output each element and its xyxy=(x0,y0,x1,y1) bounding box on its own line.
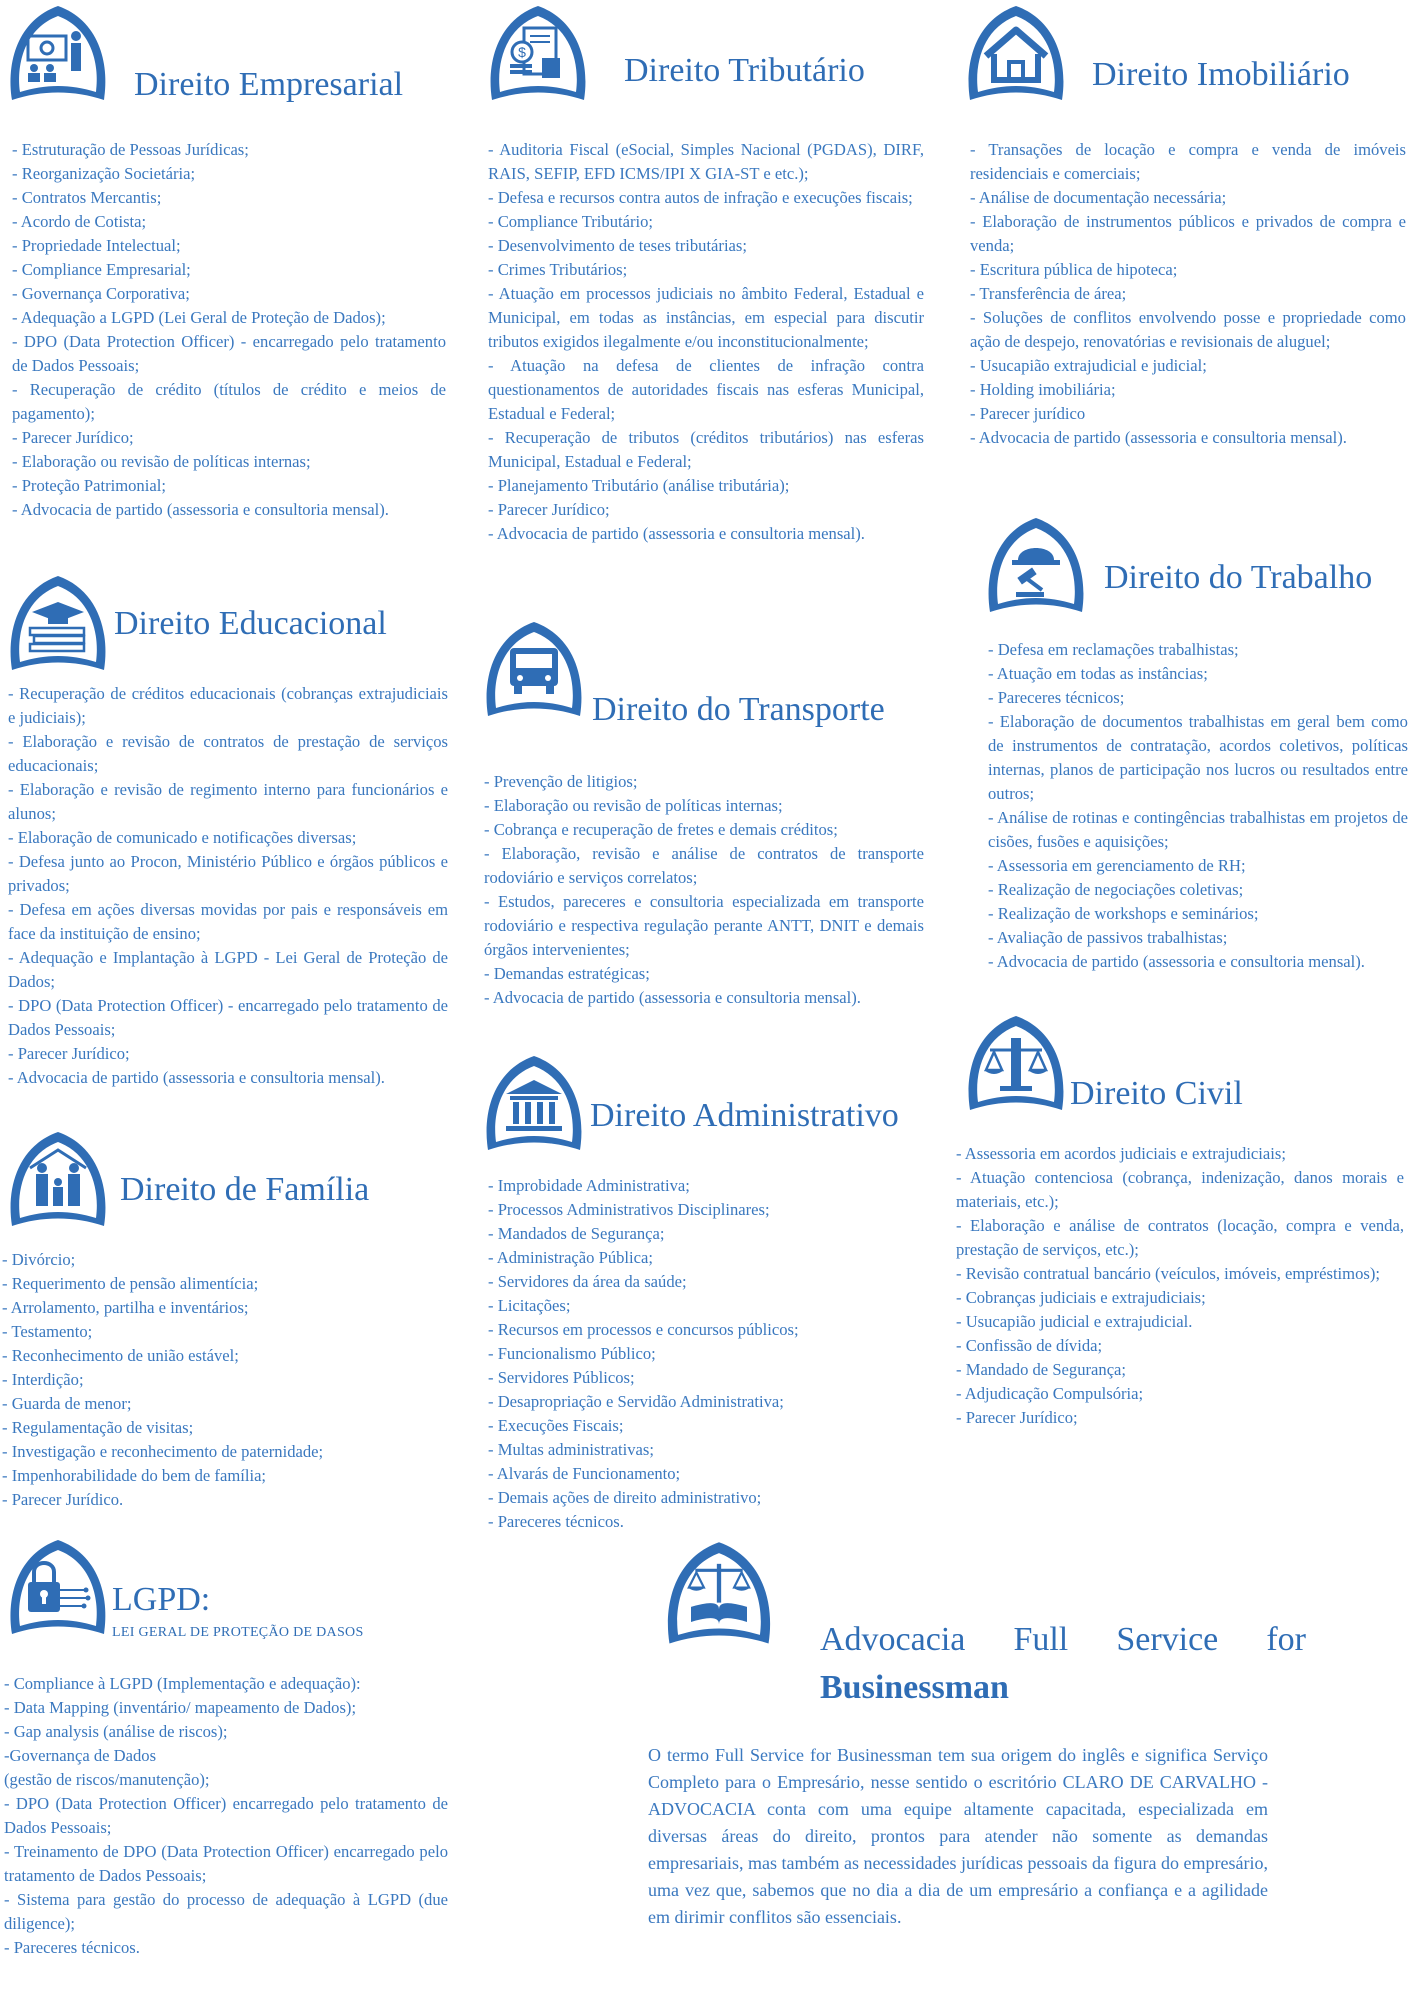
educacional-list-item: - Defesa em ações diversas movidas por pais e responsáveis em face da instituição de ensino; xyxy=(8,898,448,946)
administrativo-list-item: - Multas administrativas; xyxy=(488,1438,928,1462)
tributario-emblem xyxy=(484,2,592,106)
graduation-books-icon xyxy=(4,572,112,676)
lgpd-list-item: - Treinamento de DPO (Data Protection Officer) encarregado pelo tratamento de Dados Pessoais; xyxy=(4,1840,448,1888)
imobiliario-list-item: - Transferência de área; xyxy=(970,282,1406,306)
imobiliario-list-item: - Holding imobiliária; xyxy=(970,378,1406,402)
trabalho-list-item: - Pareceres técnicos; xyxy=(988,686,1408,710)
scale-book-icon xyxy=(660,1538,778,1650)
lgpd-emblem xyxy=(4,1536,112,1640)
empresarial-list-item: - Advocacia de partido (assessoria e consultoria mensal). xyxy=(12,498,446,522)
educacional-list-item: - Defesa junto ao Procon, Ministério Público e órgãos públicos e privados; xyxy=(8,850,448,898)
tributario-list-item: - Planejamento Tributário (análise tributária); xyxy=(488,474,924,498)
lgpd-subtitle: LEI GERAL DE PROTEÇÃO DE DASOS xyxy=(112,1625,364,1640)
imobiliario-list-item: - Parecer jurídico xyxy=(970,402,1406,426)
familia-list-item: - Guarda de menor; xyxy=(2,1392,442,1416)
transporte-title: Direito do Transporte xyxy=(592,691,885,728)
civil-list-item: - Adjudicação Compulsória; xyxy=(956,1382,1404,1406)
educacional-list-item: - DPO (Data Protection Officer) - encarregado pelo tratamento de Dados Pessoais; xyxy=(8,994,448,1042)
lgpd-title: LGPD: xyxy=(112,1581,211,1618)
educacional-list-item: - Recuperação de créditos educacionais (cobranças extrajudiciais e judiciais); xyxy=(8,682,448,730)
courthouse-icon xyxy=(480,1052,588,1156)
civil-list-item: - Elaboração e análise de contratos (locação, compra e venda, prestação de serviços, etc.); xyxy=(956,1214,1404,1262)
lgpd-list xyxy=(4,1672,448,1960)
tributario-title: Direito Tributário xyxy=(624,52,865,89)
lgpd-list-item: - Compliance à LGPD (Implementação e adequação): xyxy=(4,1672,448,1696)
tributario-list xyxy=(488,138,924,546)
imobiliario-list-item: - Elaboração de instrumentos públicos e privados de compra e venda; xyxy=(970,210,1406,258)
transporte-list-item: - Estudos, pareceres e consultoria especializada em transporte rodoviário e respectiva regulação perante ANTT, DNIT e demais órgãos intervenientes; xyxy=(484,890,924,962)
administrativo-list-item: - Mandados de Segurança; xyxy=(488,1222,928,1246)
trabalho-list-item: - Avaliação de passivos trabalhistas; xyxy=(988,926,1408,950)
justice-scale-icon xyxy=(962,1012,1070,1116)
lgpd-list-item: - DPO (Data Protection Officer) encarregado pelo tratamento de Dados Pessoais; xyxy=(4,1792,448,1840)
presentation-teacher-icon xyxy=(4,2,112,106)
administrativo-list xyxy=(488,1174,928,1534)
trabalho-emblem xyxy=(982,514,1090,618)
civil-list-item: - Confissão de dívida; xyxy=(956,1334,1404,1358)
tributario-list-item: - Atuação em processos judiciais no âmbito Federal, Estadual e Municipal, em todas as instâncias, em especial para discutir tributos exigidos ilegalmente e/ou inconstitucionalmente; xyxy=(488,282,924,354)
tributario-list-item: - Atuação na defesa de clientes de infração contra questionamentos de autoridades fiscais nas esferas Municipal, Estadual e Federal; xyxy=(488,354,924,426)
civil-list xyxy=(956,1142,1404,1430)
administrativo-list-item: - Licitações; xyxy=(488,1294,928,1318)
tributario-list-item: - Auditoria Fiscal (eSocial, Simples Nacional (PGDAS), DIRF, RAIS, SEFIP, EFD ICMS/IPI X GIA-ST e etc.); xyxy=(488,138,924,186)
administrativo-list-item: - Servidores Públicos; xyxy=(488,1366,928,1390)
empresarial-emblem xyxy=(4,2,112,106)
civil-title: Direito Civil xyxy=(1070,1075,1243,1112)
trabalho-list-item: - Assessoria em gerenciamento de RH; xyxy=(988,854,1408,878)
transporte-list-item: - Advocacia de partido (assessoria e consultoria mensal). xyxy=(484,986,924,1010)
house-icon xyxy=(962,2,1070,106)
empresarial-list-item: - Proteção Patrimonial; xyxy=(12,474,446,498)
empresarial-list-item: - Propriedade Intelectual; xyxy=(12,234,446,258)
civil-list-item: - Mandado de Segurança; xyxy=(956,1358,1404,1382)
familia-list-item: - Investigação e reconhecimento de paternidade; xyxy=(2,1440,442,1464)
civil-emblem xyxy=(962,1012,1070,1116)
trabalho-title: Direito do Trabalho xyxy=(1104,559,1373,596)
empresarial-title: Direito Empresarial xyxy=(134,66,404,103)
civil-list-item: - Usucapião judicial e extrajudicial. xyxy=(956,1310,1404,1334)
administrativo-list-item: - Demais ações de direito administrativo; xyxy=(488,1486,928,1510)
lgpd-list-item: - Data Mapping (inventário/ mapeamento de Dados); xyxy=(4,1696,448,1720)
lgpd-list-item: - Gap analysis (análise de riscos); xyxy=(4,1720,448,1744)
trabalho-list-item: - Advocacia de partido (assessoria e consultoria mensal). xyxy=(988,950,1408,974)
fullservice-emblem xyxy=(660,1538,778,1650)
familia-list-item: - Requerimento de pensão alimentícia; xyxy=(2,1272,442,1296)
svg-text:$: $ xyxy=(518,44,526,60)
family-icon xyxy=(4,1128,112,1232)
civil-list-item: - Revisão contratual bancário (veículos, imóveis, empréstimos); xyxy=(956,1262,1404,1286)
trabalho-list-item: - Defesa em reclamações trabalhistas; xyxy=(988,638,1408,662)
hardhat-gavel-icon xyxy=(982,514,1090,618)
administrativo-list-item: - Processos Administrativos Disciplinares; xyxy=(488,1198,928,1222)
familia-list-item: - Impenhorabilidade do bem de família; xyxy=(2,1464,442,1488)
administrativo-list-item: - Recursos em processos e concursos públicos; xyxy=(488,1318,928,1342)
educacional-list-item: - Elaboração de comunicado e notificações diversas; xyxy=(8,826,448,850)
familia-list xyxy=(2,1248,442,1512)
administrativo-list-item: - Execuções Fiscais; xyxy=(488,1414,928,1438)
trabalho-list-item: - Atuação em todas as instâncias; xyxy=(988,662,1408,686)
empresarial-list-item: - Adequação a LGPD (Lei Geral de Proteção de Dados); xyxy=(12,306,446,330)
familia-list-item: - Parecer Jurídico. xyxy=(2,1488,442,1512)
trabalho-list-item: - Realização de workshops e seminários; xyxy=(988,902,1408,926)
trabalho-list-item: - Análise de rotinas e contingências trabalhistas em projetos de cisões, fusões e aquisições; xyxy=(988,806,1408,854)
transporte-list-item: - Prevenção de litigios; xyxy=(484,770,924,794)
tributario-list-item: - Compliance Tributário; xyxy=(488,210,924,234)
tax-document-icon xyxy=(484,2,592,106)
lgpd-list-item: -Governança de Dados xyxy=(4,1746,157,1765)
tributario-list-item: - Advocacia de partido (assessoria e consultoria mensal). xyxy=(488,522,924,546)
familia-emblem xyxy=(4,1128,112,1232)
familia-title: Direito de Família xyxy=(120,1171,370,1208)
transporte-list xyxy=(484,770,924,1010)
padlock-circuit-icon xyxy=(4,1536,112,1640)
lgpd-list-item: - Pareceres técnicos. xyxy=(4,1936,448,1960)
tributario-list-item: - Recuperação de tributos (créditos tributários) nas esferas Municipal, Estadual e Federal; xyxy=(488,426,924,474)
empresarial-list-item: - Estruturação de Pessoas Jurídicas; xyxy=(12,138,446,162)
tributario-list-item: - Defesa e recursos contra autos de infração e execuções fiscais; xyxy=(488,186,924,210)
empresarial-list-item: - Contratos Mercantis; xyxy=(12,186,446,210)
civil-list-item: - Cobranças judiciais e extrajudiciais; xyxy=(956,1286,1404,1310)
administrativo-title: Direito Administrativo xyxy=(590,1097,899,1134)
familia-list-item: - Reconhecimento de união estável; xyxy=(2,1344,442,1368)
empresarial-list-item: - Reorganização Societária; xyxy=(12,162,446,186)
civil-list-item: - Assessoria em acordos judiciais e extrajudiciais; xyxy=(956,1142,1404,1166)
administrativo-list-item: - Funcionalismo Público; xyxy=(488,1342,928,1366)
administrativo-list-item: - Improbidade Administrativa; xyxy=(488,1174,928,1198)
fullservice-title xyxy=(820,1616,1306,1712)
tributario-list-item: - Crimes Tributários; xyxy=(488,258,924,282)
imobiliario-list-item: - Usucapião extrajudicial e judicial; xyxy=(970,354,1406,378)
fullservice-title-line1: Advocacia Full Service for xyxy=(820,1621,1306,1658)
imobiliario-title: Direito Imobiliário xyxy=(1092,56,1350,93)
administrativo-list-item: - Servidores da área da saúde; xyxy=(488,1270,928,1294)
educacional-list-item: - Elaboração e revisão de regimento interno para funcionários e alunos; xyxy=(8,778,448,826)
transporte-emblem xyxy=(480,618,588,722)
empresarial-list-item: - Parecer Jurídico; xyxy=(12,426,446,450)
educacional-emblem xyxy=(4,572,112,676)
educacional-list-item: - Adequação e Implantação à LGPD - Lei Geral de Proteção de Dados; xyxy=(8,946,448,994)
administrativo-list-item: - Alvarás de Funcionamento; xyxy=(488,1462,928,1486)
transporte-list-item: - Cobrança e recuperação de fretes e demais créditos; xyxy=(484,818,924,842)
lgpd-list-item: (gestão de riscos/manutenção); xyxy=(4,1770,210,1789)
transporte-list-item: - Demandas estratégicas; xyxy=(484,962,924,986)
truck-icon xyxy=(480,618,588,722)
empresarial-list-item: - Acordo de Cotista; xyxy=(12,210,446,234)
imobiliario-list-item: - Análise de documentação necessária; xyxy=(970,186,1406,210)
empresarial-list-item: - Recuperação de crédito (títulos de crédito e meios de pagamento); xyxy=(12,378,446,426)
imobiliario-list-item: - Advocacia de partido (assessoria e consultoria mensal). xyxy=(970,426,1406,450)
fullservice-title-line2: Businessman xyxy=(820,1669,1009,1706)
administrativo-list-item: - Administração Pública; xyxy=(488,1246,928,1270)
educacional-list xyxy=(8,682,448,1090)
educacional-title: Direito Educacional xyxy=(114,605,387,642)
tributario-list-item: - Desenvolvimento de teses tributárias; xyxy=(488,234,924,258)
educacional-list-item: - Advocacia de partido (assessoria e consultoria mensal). xyxy=(8,1066,448,1090)
imobiliario-emblem xyxy=(962,2,1070,106)
imobiliario-list-item: - Transações de locação e compra e venda de imóveis residenciais e comerciais; xyxy=(970,138,1406,186)
empresarial-list-item: - Compliance Empresarial; xyxy=(12,258,446,282)
transporte-list-item: - Elaboração ou revisão de políticas internas; xyxy=(484,794,924,818)
empresarial-list xyxy=(12,138,446,522)
familia-list-item: - Divórcio; xyxy=(2,1248,442,1272)
imobiliario-list-item: - Soluções de conflitos envolvendo posse e propriedade como ação de despejo, renovatórias e revisionais de aluguel; xyxy=(970,306,1406,354)
civil-list-item: - Atuação contenciosa (cobrança, indenização, danos morais e materiais, etc.); xyxy=(956,1166,1404,1214)
empresarial-list-item: - Elaboração ou revisão de políticas internas; xyxy=(12,450,446,474)
trabalho-list xyxy=(988,638,1408,974)
fullservice-paragraph: O termo Full Service for Businessman tem sua origem do inglês e significa Serviço Completo para o Empresário, nesse sentido o escritório CLARO DE CARVALHO - ADVOCACIA conta com uma equipe altamente capacitada, especializada em diversas áreas do direito, prontos para atender não somente as demandas empresariais, mas também as necessidades jurídicas pessoais da figura do empresário, uma vez que, sabemos que no dia a dia de um empresário a confiança e a agilidade em dirimir conflitos são essenciais. xyxy=(648,1745,1268,1927)
familia-list-item: - Regulamentação de visitas; xyxy=(2,1416,442,1440)
civil-list-item: - Parecer Jurídico; xyxy=(956,1406,1404,1430)
familia-list-item: - Testamento; xyxy=(2,1320,442,1344)
administrativo-list-item: - Desapropriação e Servidão Administrativa; xyxy=(488,1390,928,1414)
educacional-list-item: - Parecer Jurídico; xyxy=(8,1042,448,1066)
administrativo-emblem xyxy=(480,1052,588,1156)
familia-list-item: - Interdição; xyxy=(2,1368,442,1392)
lgpd-list-item: - Sistema para gestão do processo de adequação à LGPD (due diligence); xyxy=(4,1888,448,1936)
imobiliario-list-item: - Escritura pública de hipoteca; xyxy=(970,258,1406,282)
trabalho-list-item: - Realização de negociações coletivas; xyxy=(988,878,1408,902)
tributario-list-item: - Parecer Jurídico; xyxy=(488,498,924,522)
familia-list-item: - Arrolamento, partilha e inventários; xyxy=(2,1296,442,1320)
trabalho-list-item: - Elaboração de documentos trabalhistas em geral bem como de instrumentos de contratação, acordos coletivos, políticas internas, planos de participação nos lucros ou resultados entre outros; xyxy=(988,710,1408,806)
empresarial-list-item: - Governança Corporativa; xyxy=(12,282,446,306)
transporte-list-item: - Elaboração, revisão e análise de contratos de transporte rodoviário e serviços correlatos; xyxy=(484,842,924,890)
administrativo-list-item: - Pareceres técnicos. xyxy=(488,1510,928,1534)
empresarial-list-item: - DPO (Data Protection Officer) - encarregado pelo tratamento de Dados Pessoais; xyxy=(12,330,446,378)
imobiliario-list xyxy=(970,138,1406,450)
educacional-list-item: - Elaboração e revisão de contratos de prestação de serviços educacionais; xyxy=(8,730,448,778)
